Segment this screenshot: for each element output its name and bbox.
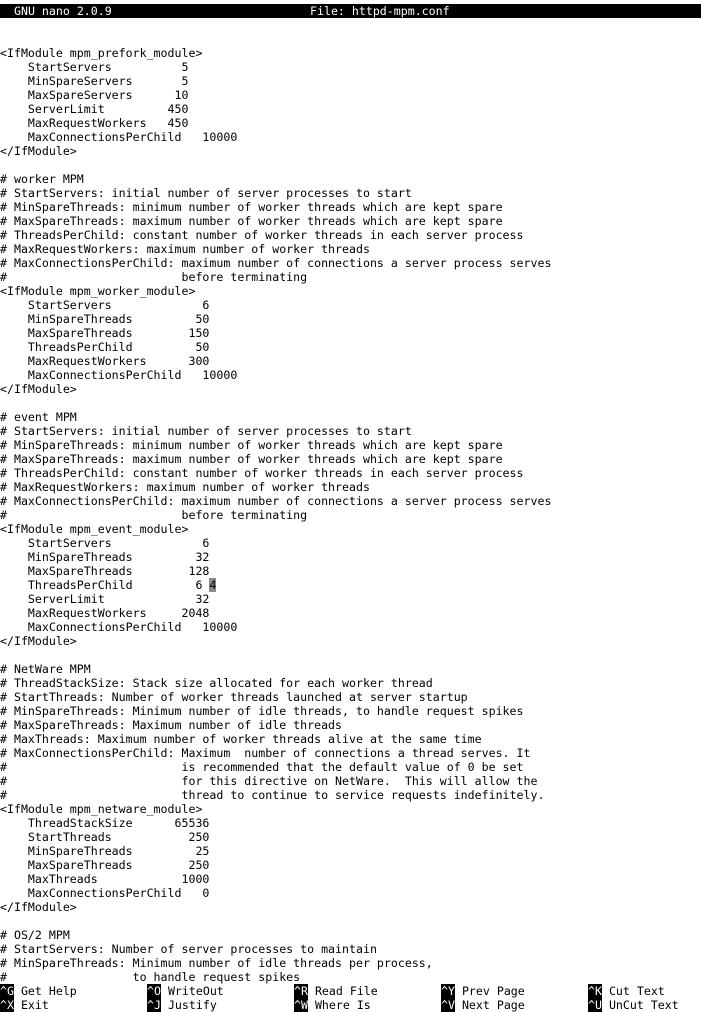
editor-line[interactable]: # StartServers: Number of server processes to maintain [0,942,377,956]
shortcut-key: ^J [147,998,161,1012]
editor-line[interactable]: </IfModule> [0,144,77,158]
cursor-line-text: ThreadsPerChild 6 [0,578,210,592]
editor-line[interactable]: # StartServers: initial number of server processes to start [0,424,412,438]
shortcut-next-page[interactable] [441,998,525,1012]
editor-lines-after-cursor [0,592,701,984]
shortcut-key: ^Y [441,984,455,998]
shortcut-label: UnCut Text [601,998,679,1012]
editor-line[interactable]: ServerLimit 450 [0,102,189,116]
editor-line[interactable]: # MinSpareThreads: Minimum number of idle threads, to handle request spikes [0,704,524,718]
cursor-line[interactable] [0,578,701,592]
editor-line[interactable]: # MinSpareThreads: minimum number of worker threads which are kept spare [0,438,503,452]
shortcut-key: ^K [588,984,602,998]
editor-line[interactable]: # MaxSpareThreads: maximum number of worker threads which are kept spare [0,452,503,466]
editor-line[interactable]: </IfModule> [0,382,77,396]
editor-line[interactable]: # OS/2 MPM [0,928,70,942]
file-title: File: httpd-mpm.conf [310,4,450,18]
editor-line[interactable]: # MaxConnectionsPerChild: maximum number of connections a server process serves [0,494,552,508]
editor-line[interactable]: # event MPM [0,410,77,424]
shortcut-label: Where Is [307,998,371,1012]
editor-line[interactable]: # MaxConnectionsPerChild: maximum number of connections a server process serves [0,256,552,270]
editor-line[interactable]: # MaxSpareThreads: maximum number of worker threads which are kept spare [0,214,503,228]
editor-line[interactable]: # ThreadsPerChild: constant number of worker threads in each server process [0,466,524,480]
editor-line[interactable]: # is recommended that the default value of 0 be set [0,760,524,774]
editor-line[interactable]: # MaxThreads: Maximum number of worker threads alive at the same time [0,732,482,746]
shortcut-label: Prev Page [454,984,525,998]
shortcut-label: Cut Text [601,984,665,998]
editor-line[interactable]: MaxSpareThreads 250 [0,858,210,872]
editor-line[interactable]: <IfModule mpm_prefork_module> [0,46,203,60]
editor-line[interactable]: StartServers 6 [0,298,210,312]
editor-lines-before-cursor [0,32,701,578]
shortcut-label: Read File [307,984,378,998]
editor-line[interactable]: # MaxSpareThreads: Maximum number of idle threads [0,718,343,732]
editor-line[interactable]: MinSpareServers 5 [0,74,189,88]
editor-line[interactable]: # MinSpareThreads: minimum number of worker threads which are kept spare [0,200,503,214]
editor-line[interactable]: MinSpareThreads 50 [0,312,210,326]
editor-line[interactable] [0,396,701,410]
shortcut-label: Exit [13,998,49,1012]
editor-line[interactable]: # MaxRequestWorkers: maximum number of worker threads [0,242,370,256]
editor-line[interactable]: # to handle request spikes [0,970,301,984]
editor-line[interactable] [0,32,701,46]
editor-line[interactable]: </IfModule> [0,634,77,648]
editor-line[interactable]: # MaxRequestWorkers: maximum number of worker threads [0,480,370,494]
editor-line[interactable]: # for this directive on NetWare. This will allow the [0,774,538,788]
editor-line[interactable]: MinSpareThreads 32 [0,550,210,564]
editor-line[interactable]: ServerLimit 32 [0,592,210,606]
editor-line[interactable]: # NetWare MPM [0,662,91,676]
editor-line[interactable]: # StartServers: initial number of server processes to start [0,186,412,200]
shortcut-label: Justify [160,998,217,1012]
editor-line[interactable]: MaxRequestWorkers 2048 [0,606,210,620]
editor-line[interactable]: # StartThreads: Number of worker threads launched at server startup [0,690,468,704]
shortcut-label: Get Help [13,984,77,998]
editor-text-area[interactable] [0,32,701,984]
editor-line[interactable]: MaxConnectionsPerChild 0 [0,886,210,900]
editor-line[interactable]: MaxRequestWorkers 450 [0,116,189,130]
shortcut-uncut-text[interactable] [588,998,679,1012]
shortcut-label: Next Page [454,998,525,1012]
editor-line[interactable]: MaxSpareThreads 128 [0,564,210,578]
editor-line[interactable]: MaxThreads 1000 [0,872,210,886]
editor-line[interactable]: # ThreadStackSize: Stack size allocated for each worker thread [0,676,433,690]
shortcut-where-is[interactable] [294,998,371,1012]
shortcut-key: ^R [294,984,308,998]
editor-line[interactable]: </IfModule> [0,900,77,914]
text-cursor[interactable]: 4 [209,578,217,592]
editor-line[interactable]: <IfModule mpm_event_module> [0,522,189,536]
shortcut-key: ^W [294,998,308,1012]
shortcut-justify[interactable] [147,998,217,1012]
editor-line[interactable] [0,648,701,662]
shortcut-key: ^V [441,998,455,1012]
editor-line[interactable] [0,914,701,928]
title-bar [0,4,701,18]
shortcut-key: ^G [0,984,14,998]
editor-line[interactable]: ThreadsPerChild 50 [0,340,210,354]
shortcut-label: WriteOut [160,984,224,998]
shortcut-get-help[interactable] [0,984,77,998]
shortcut-read-file[interactable] [294,984,378,998]
editor-line[interactable]: # MinSpareThreads: Minimum number of idle threads per process, [0,956,433,970]
editor-line[interactable]: MaxConnectionsPerChild 10000 [0,620,238,634]
shortcut-prev-page[interactable] [441,984,525,998]
shortcut-cut-text[interactable] [588,984,665,998]
editor-line[interactable]: StartServers 5 [0,60,189,74]
editor-line[interactable]: MaxConnectionsPerChild 10000 [0,130,238,144]
shortcut-key: ^O [147,984,161,998]
editor-line[interactable]: StartServers 6 [0,536,210,550]
editor-line[interactable]: # before terminating [0,270,308,284]
editor-line[interactable]: # before terminating [0,508,308,522]
editor-line[interactable]: # MaxConnectionsPerChild: Maximum number of connections a thread serves. It [0,746,531,760]
editor-line[interactable]: MaxRequestWorkers 300 [0,354,210,368]
editor-line[interactable] [0,158,701,172]
editor-line[interactable]: MinSpareThreads 25 [0,844,210,858]
editor-line[interactable]: # ThreadsPerChild: constant number of worker threads in each server process [0,228,524,242]
shortcut-key: ^X [0,998,14,1012]
editor-line[interactable]: # thread to continue to service requests indefinitely. [0,788,545,802]
editor-line[interactable]: StartThreads 250 [0,830,210,844]
editor-line[interactable]: MaxSpareServers 10 [0,88,189,102]
shortcut-writeout[interactable] [147,984,224,998]
editor-line[interactable]: # worker MPM [0,172,84,186]
editor-line[interactable]: <IfModule mpm_netware_module> [0,802,203,816]
editor-line[interactable]: MaxConnectionsPerChild 10000 [0,368,238,382]
shortcut-exit[interactable] [0,998,49,1012]
app-name: GNU nano 2.0.9 [14,4,112,18]
editor-line[interactable]: MaxSpareThreads 150 [0,326,210,340]
editor-line[interactable]: <IfModule mpm_worker_module> [0,284,196,298]
editor-line[interactable]: ThreadStackSize 65536 [0,816,210,830]
shortcut-key: ^U [588,998,602,1012]
